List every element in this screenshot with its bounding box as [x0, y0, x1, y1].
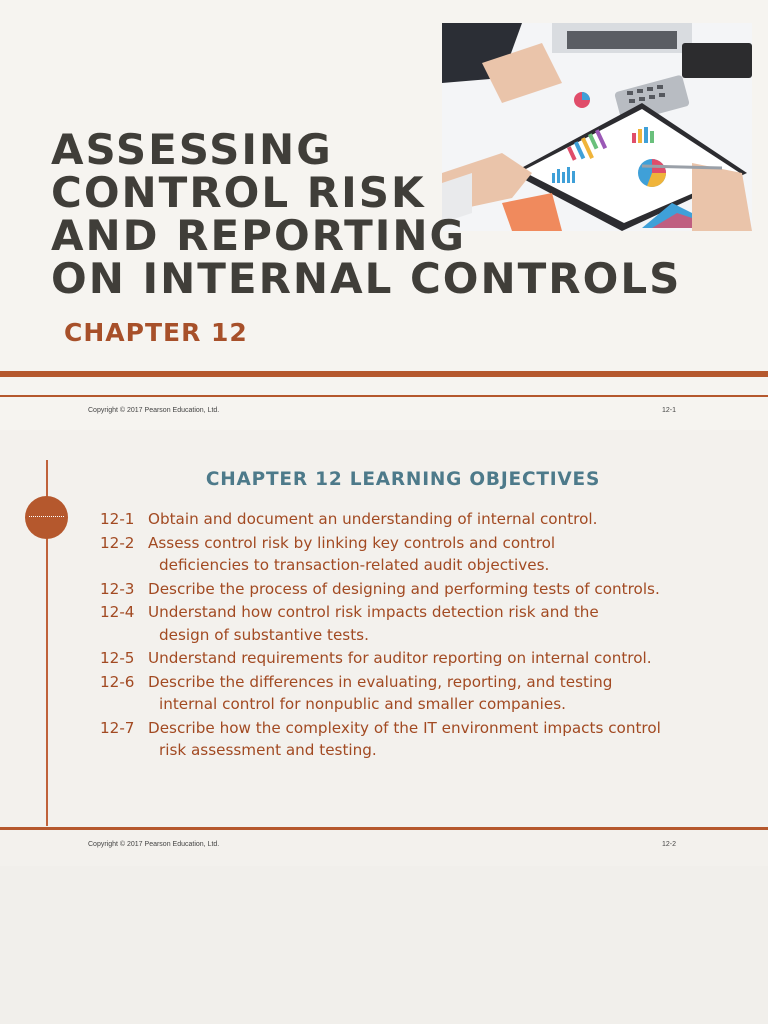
slide-number: 12-2 [662, 841, 677, 848]
objective-number: 12-1 [100, 510, 135, 528]
objective-line [100, 601, 740, 624]
objective-number: 12-6 [100, 672, 135, 691]
copyright-footer: Copyright © 2017 Pearson Education, Ltd. [88, 407, 220, 414]
objective-item [100, 717, 740, 762]
objective-number: 12-3 [100, 579, 135, 598]
objective-text: Understand how control risk impacts detection risk and the [148, 603, 599, 621]
accent-bar-thick [0, 371, 768, 377]
decorative-circle [25, 496, 68, 539]
objective-text-continued: risk assessment and testing. [159, 741, 377, 759]
slide-number: 12-1 [662, 407, 677, 414]
title-line-1: ASSESSING [51, 125, 333, 174]
objective-item [100, 601, 740, 646]
objectives-list [100, 508, 740, 763]
objective-text-continued: deficiencies to transaction-related audit objectives. [159, 556, 550, 574]
objective-text: Describe the process of designing and performing tests of controls. [148, 579, 660, 598]
chapter-subtitle: CHAPTER 12 [64, 318, 248, 347]
objective-number: 12-4 [100, 603, 135, 621]
objective-item [100, 671, 740, 716]
objectives-heading: CHAPTER 12 LEARNING OBJECTIVES [205, 469, 601, 490]
title-line-2: CONTROL RISK [51, 168, 426, 217]
slide-3 [0, 866, 768, 1024]
copyright-footer: Copyright © 2017 Pearson Education, Ltd. [88, 841, 220, 848]
objective-text-continued: internal control for nonpublic and smaller companies. [159, 695, 566, 713]
title-line-4: ON INTERNAL CONTROLS [51, 254, 682, 303]
objective-item [100, 532, 740, 577]
objective-number: 12-2 [100, 533, 135, 552]
objective-line [100, 717, 740, 740]
accent-bar-thin [0, 395, 768, 397]
objective-line [100, 671, 740, 694]
slide-2 [0, 430, 768, 866]
objective-text-continued: design of substantive tests. [159, 625, 369, 644]
objective-text: Describe how the complexity of the IT environment impacts control [148, 718, 661, 737]
objective-line [100, 532, 740, 555]
objective-text: Assess control risk by linking key controls and control [148, 533, 556, 552]
accent-bar-bottom [0, 827, 768, 830]
objective-number: 12-7 [100, 718, 135, 737]
presentation-title [51, 125, 682, 303]
objective-text: Describe the differences in evaluating, reporting, and testing [148, 672, 613, 691]
objective-line [100, 647, 740, 670]
objective-text: Obtain and document an understanding of internal control. [148, 510, 598, 528]
slide-1 [0, 0, 768, 430]
circle-dotted-line [29, 516, 64, 517]
objective-item [100, 647, 740, 670]
objective-line [100, 578, 740, 601]
objective-number: 12-5 [100, 649, 135, 667]
objective-item [100, 508, 740, 531]
objective-item [100, 578, 740, 601]
objective-line [100, 508, 740, 531]
title-line-3: AND REPORTING [51, 211, 467, 260]
objective-text: Understand requirements for auditor reporting on internal control. [148, 649, 652, 667]
